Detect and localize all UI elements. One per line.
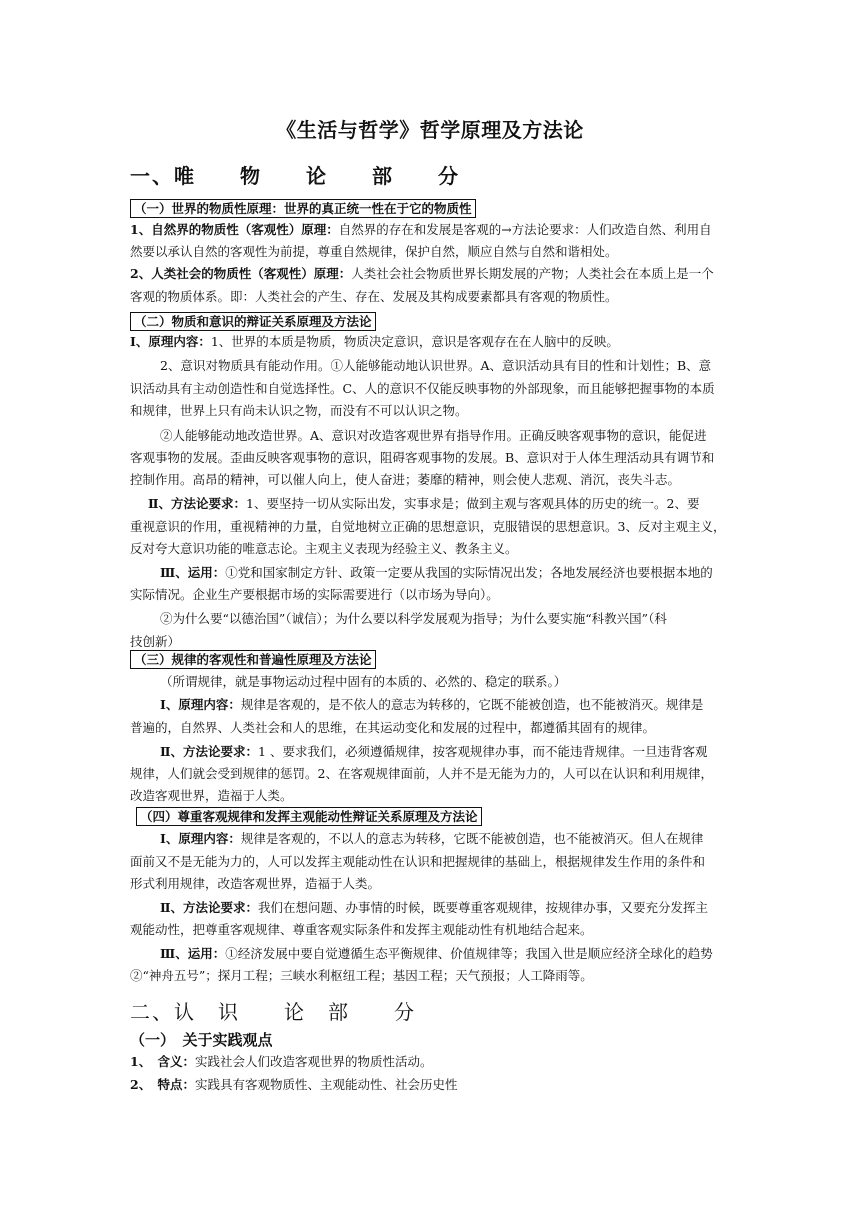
paragraph-line: 2、人类社会的物质性（客观性）原理：人类社会社会物质世界长期发展的产物；人类社会在本质上是一个 bbox=[130, 266, 714, 281]
paragraph-line: 然要以承认自然的客观性为前提，尊重自然规律，保护自然，顺应自然与自然和谐相处。 bbox=[130, 244, 618, 259]
paragraph-lead: Ⅱ、方法论要求： bbox=[160, 744, 259, 759]
paragraph-line: ②“神舟五号”；探月工程；三峡水利枢纽工程；基因工程；天气预报；人工降雨等。 bbox=[130, 968, 593, 983]
paragraph-lead: Ⅲ、运用： bbox=[160, 565, 226, 580]
paragraph-line: Ⅱ、方法论要求：我们在想问题、办事情的时候，既要尊重客观规律，按规律办事，又要充分发挥主 bbox=[160, 900, 709, 915]
section-header-2: （二）物质和意识的辩证关系原理及方法论 bbox=[130, 312, 376, 331]
paragraph-line: 面前又不是无能为力的，人可以发挥主观能动性在认识和把握规律的基础上，根据规律发生作用的条件和 bbox=[130, 854, 706, 869]
paragraph-lead: Ⅱ、方法论要求： bbox=[148, 496, 247, 511]
paragraph-lead: 2、 特点： bbox=[130, 1077, 195, 1092]
section-header-4: （四）尊重客观规律和发挥主观能动性辩证关系原理及方法论 bbox=[136, 807, 482, 826]
paragraph-lead: Ⅲ、运用： bbox=[160, 946, 226, 961]
paragraph-line: 2、 特点：实践具有客观物质性、主观能动性、社会历史性 bbox=[130, 1077, 458, 1092]
paragraph-lead: Ⅰ、原理内容： bbox=[160, 831, 241, 846]
paragraph-line: 重视意识的作用，重视精神的力量，自觉地树立正确的思想意识，克服错误的思想意识。3、反对主观主义， bbox=[130, 519, 726, 534]
paragraph-line: Ⅱ、方法论要求：1 、要求我们，必须遵循规律，按客观规律办事，而不能违背规律。一旦违背客观 bbox=[160, 744, 708, 759]
paragraph-lead: 2、人类社会的物质性（客观性）原理： bbox=[130, 266, 352, 281]
paragraph-lead: 1、 含义： bbox=[130, 1054, 195, 1069]
paragraph-line: 规律，人们就会受到规律的惩罚。2、在客观规律面前，人并不是无能为力的，人可以在认识和利用规律， bbox=[130, 766, 713, 781]
document-title: 《生活与哲学》哲学原理及方法论 bbox=[276, 118, 584, 142]
paragraph-lead: Ⅰ、原理内容： bbox=[160, 697, 241, 712]
paragraph-line: 识活动具有主动创造性和自觉选择性。C、人的意识不仅能反映事物的外部现象，而且能够把握事物的本质 bbox=[130, 381, 715, 396]
paragraph-line: 客观的物质体系。即：人类社会的产生、存在、发展及其构成要素都具有客观的物质性。 bbox=[130, 289, 618, 304]
paragraph-line: Ⅰ、原理内容：规律是客观的，不以人的意志为转移，它既不能被创造，也不能被消灭。但人在规律 bbox=[160, 831, 704, 846]
paragraph-line: ②为什么要“以德治国”（诚信）；为什么要以科学发展观为指导；为什么要实施“科教兴国”（科 bbox=[160, 611, 667, 626]
paragraph-lead: 1、自然界的物质性（客观性）原理： bbox=[130, 222, 339, 237]
paragraph-lead: Ⅱ、方法论要求： bbox=[160, 900, 259, 915]
paragraph-line: Ⅲ、运用：①党和国家制定方针、政策一定要从我国的实际情况出发；各地发展经济也要根据本地的 bbox=[160, 565, 713, 580]
part-heading-epistemology: 二、认 识 论 部 分 bbox=[130, 1000, 416, 1024]
paragraph-line: 1、 含义：实践社会人们改造客观世界的物质性活动。 bbox=[130, 1054, 433, 1069]
paragraph-line: 和规律，世界上只有尚未认识之物，而没有不可以认识之物。 bbox=[130, 403, 468, 418]
paragraph-line: 普遍的，自然界、人类社会和人的思维，在其运动变化和发展的过程中，都遵循其固有的规律。 bbox=[130, 720, 656, 735]
section-header-3: （三）规律的客观性和普遍性原理及方法论 bbox=[130, 650, 376, 669]
paragraph-line: 1、自然界的物质性（客观性）原理：自然界的存在和发展是客观的→方法论要求：人们改造自然、利用自 bbox=[130, 222, 712, 237]
paragraph-line: 形式利用规律，改造客观世界，造福于人类。 bbox=[130, 876, 381, 891]
paragraph-line: Ⅰ、原理内容：1、世界的本质是物质，物质决定意识，意识是客观存在在人脑中的反映。 bbox=[130, 334, 619, 349]
paragraph-line: （所谓规律，就是事物运动过程中固有的本质的、必然的、稳定的联系。） bbox=[160, 674, 567, 689]
paragraph-line: 实际情况。企业生产要根据市场的实际需要进行（以市场为导向）。 bbox=[130, 587, 499, 602]
paragraph-line: 2、意识对物质具有能动作用。①人能够能动地认识世界。A、意识活动具有目的性和计划性；B、意 bbox=[160, 358, 712, 373]
paragraph-line: 观能动性，把尊重客观规律、尊重客观实际条件和发挥主观能动性有机地结合起来。 bbox=[130, 922, 593, 937]
paragraph-line: 技创新） bbox=[130, 634, 181, 649]
paragraph-line: 反对夸大意识功能的唯意志论。主观主义表现为经验主义、教条主义。 bbox=[130, 541, 518, 556]
paragraph-line: Ⅱ、方法论要求：1、要坚持一切从实际出发，实事求是；做到主观与客观具体的历史的统一。2、要 bbox=[148, 496, 700, 511]
paragraph-line: 客观事物的发展。歪曲反映客观事物的意识，阻碍客观事物的发展。B、意识对于人体生理活动具有调节和 bbox=[130, 450, 715, 465]
subsection-heading-practice: （一） 关于实践观点 bbox=[130, 1031, 273, 1049]
paragraph-line: ②人能够能动地改造世界。A、意识对改造客观世界有指导作用。正确反映客观事物的意识，能促进 bbox=[160, 428, 707, 443]
paragraph-line: Ⅲ、运用：①经济发展中要自觉遵循生态平衡规律、价值规律等；我国入世是顺应经济全球化的趋势 bbox=[160, 946, 713, 961]
paragraph-lead: Ⅰ、原理内容： bbox=[130, 334, 211, 349]
paragraph-line: 改造客观世界，造福于人类。 bbox=[130, 788, 293, 803]
section-header-1: （一）世界的物质性原理：世界的真正统一性在于它的物质性 bbox=[130, 199, 476, 218]
paragraph-line: 控制作用。高昂的精神，可以催人向上，使人奋进；萎靡的精神，则会使人悲观、消沉，丧失斗志。 bbox=[130, 472, 681, 487]
part-heading-materialism: 一、唯 物 论 部 分 bbox=[130, 164, 460, 188]
paragraph-line: Ⅰ、原理内容：规律是客观的，是不依人的意志为转移的，它既不能被创造，也不能被消灭。规律是 bbox=[160, 697, 704, 712]
